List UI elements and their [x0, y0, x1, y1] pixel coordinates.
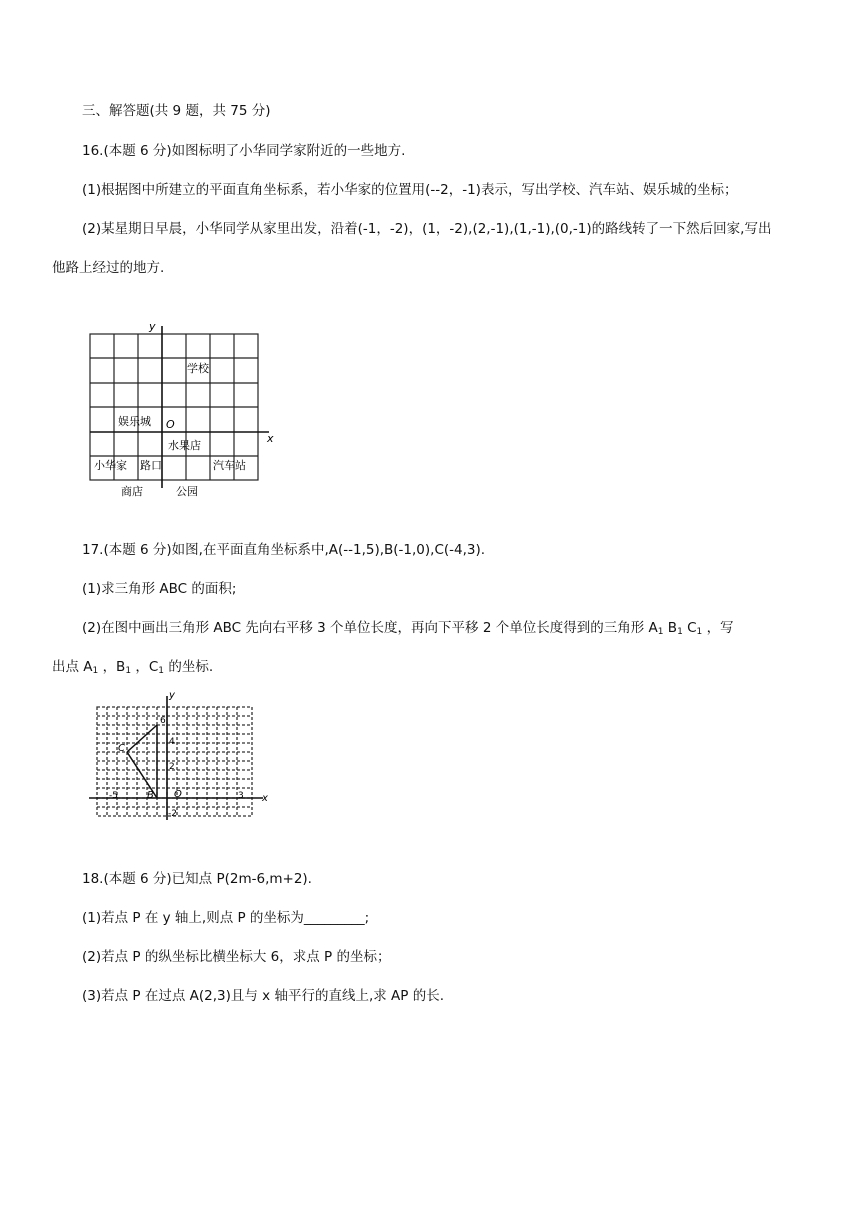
q17-stem: 17.(本题 6 分)如图,在平面直角坐标系中,A(--1,5),B(-1,0),C(-4,3). — [82, 542, 486, 558]
q17-tick-4: 4 — [169, 737, 175, 747]
q16-origin-label: O — [166, 418, 175, 431]
q16-park-label: 公园 — [176, 485, 198, 498]
q18-part2: (2)若点 P 的纵坐标比横坐标大 6，求点 P 的坐标； — [82, 949, 391, 965]
q16-x-axis-label: x — [267, 432, 274, 445]
q16-bus-station-label: 汽车站 — [213, 459, 246, 472]
q18-stem: 18.(本题 6 分)已知点 P(2m-6,m+2). — [82, 871, 312, 887]
q16-part1: (1)根据图中所建立的平面直角坐标系，若小华家的位置用(--2，-1)表示，写出学校、汽车站、娱乐城的坐标； — [82, 182, 738, 198]
q17-y-axis-label: y — [169, 690, 175, 701]
q17-x-axis-label: x — [262, 793, 268, 804]
q17-part2-line1: (2)在图中画出三角形 ABC 先向右平移 3 个单位长度，再向下平移 2 个单位长度得到的三角形 $A_1$ $B_1$ $C_1$ ，写 — [82, 620, 734, 637]
q17-tick-minus-2: -2 — [168, 809, 177, 819]
q16-part2-line2: 他路上经过的地方. — [52, 260, 165, 276]
q16-y-axis-label: y — [149, 320, 156, 333]
q17-part1: (1)求三角形 ABC 的面积; — [82, 581, 237, 597]
q17-tick-2: 2 — [169, 762, 175, 772]
q16-home-label: 小华家 — [94, 459, 127, 472]
q16-amusement-label: 娱乐城 — [118, 415, 151, 428]
q17-tick-3: 3 — [238, 791, 244, 801]
q16-part2-line1: (2)某星期日早晨，小华同学从家里出发，沿着(-1，-2)，(1，-2),(2,-1),(1,-1),(0,-1)的路线转了一下然后回家,写出 — [82, 221, 772, 237]
q16-fruit-shop-label: 水果店 — [168, 439, 201, 452]
section-title: 三、解答题(共 9 题，共 75 分) — [82, 103, 271, 119]
q16-crossing-label: 路口 — [140, 459, 162, 472]
q17-origin-label: O — [174, 789, 182, 800]
q17-tick-6: 6 — [160, 716, 166, 726]
q18-part1: (1)若点 P 在 y 轴上,则点 P 的坐标为_________; — [82, 910, 370, 926]
q17-point-b-label: B — [147, 790, 154, 801]
q17-tick-minus-5: -5 — [109, 791, 118, 801]
q17-grid-figure — [85, 690, 275, 824]
q16-map-figure — [85, 318, 280, 502]
q16-store-label: 商店 — [121, 485, 143, 498]
q16-stem: 16.(本题 6 分)如图标明了小华同学家附近的一些地方. — [82, 143, 406, 159]
q16-school-label: 学校 — [187, 362, 209, 375]
q17-point-c-label: C — [118, 743, 125, 754]
q18-part3: (3)若点 P 在过点 A(2,3)且与 x 轴平行的直线上,求 AP 的长. — [82, 988, 444, 1004]
q17-part2-line2: 出点 $A_1$ ，$B_1$ ，$C_1$ 的坐标. — [52, 659, 214, 676]
